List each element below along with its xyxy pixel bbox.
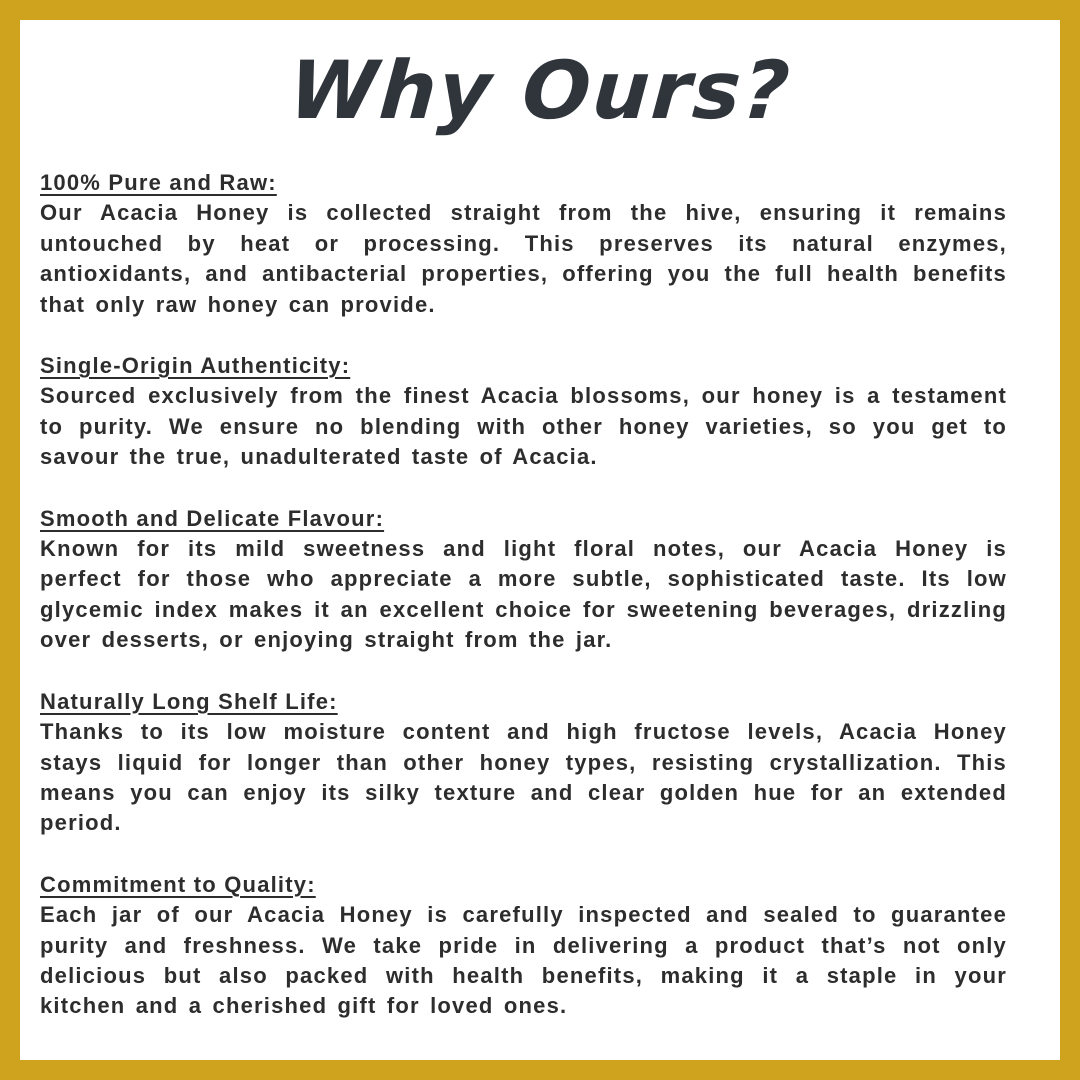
section-body: Each jar of our Acacia Honey is carefully inspected and sealed to guarantee purity and freshness. We take pride in delivering a product that’s not only delicious but also packed with health benefits, making it a staple in your kitchen and a cherished gift for loved ones. <box>40 902 1007 1019</box>
section-shelf-life <box>40 687 1007 839</box>
section-smooth-flavour <box>40 504 1007 656</box>
section-heading: Single-Origin Authenticity: <box>40 353 351 379</box>
page-title: Why Ours? <box>286 44 795 137</box>
section-heading: Commitment to Quality: <box>40 871 316 897</box>
flyer-content <box>20 168 1060 1022</box>
section-heading: 100% Pure and Raw: <box>40 170 277 195</box>
section-body: Known for its mild sweetness and light floral notes, our Acacia Honey is perfect for those who appreciate a more subtle, sophisticated taste. Its low glycemic index makes it an excellent choice for sweetening beverages, drizzling over desserts, or enjoying straight from the jar. <box>40 536 1007 653</box>
section-single-origin <box>40 351 1007 473</box>
section-quality <box>40 870 1007 1022</box>
section-pure-and-raw <box>40 168 1007 320</box>
section-body: Sourced exclusively from the finest Acacia blossoms, our honey is a testament to purity. We ensure no blending with other honey varieties, so you get to savour the true, unadulterated taste of Acacia. <box>40 383 1007 470</box>
section-body: Our Acacia Honey is collected straight from the hive, ensuring it remains untouched by heat or processing. This preserves its natural enzymes, antioxidants, and antibacterial properties, offering you the full health benefits that only raw honey can provide. <box>40 200 1007 317</box>
section-body: Thanks to its low moisture content and high fructose levels, Acacia Honey stays liquid for longer than other honey types, resisting crystallization. This means you can enjoy its silky texture and clear golden hue for an extended period. <box>40 719 1007 836</box>
section-heading: Smooth and Delicate Flavour: <box>40 505 385 531</box>
section-heading: Naturally Long Shelf Life: <box>40 688 338 714</box>
